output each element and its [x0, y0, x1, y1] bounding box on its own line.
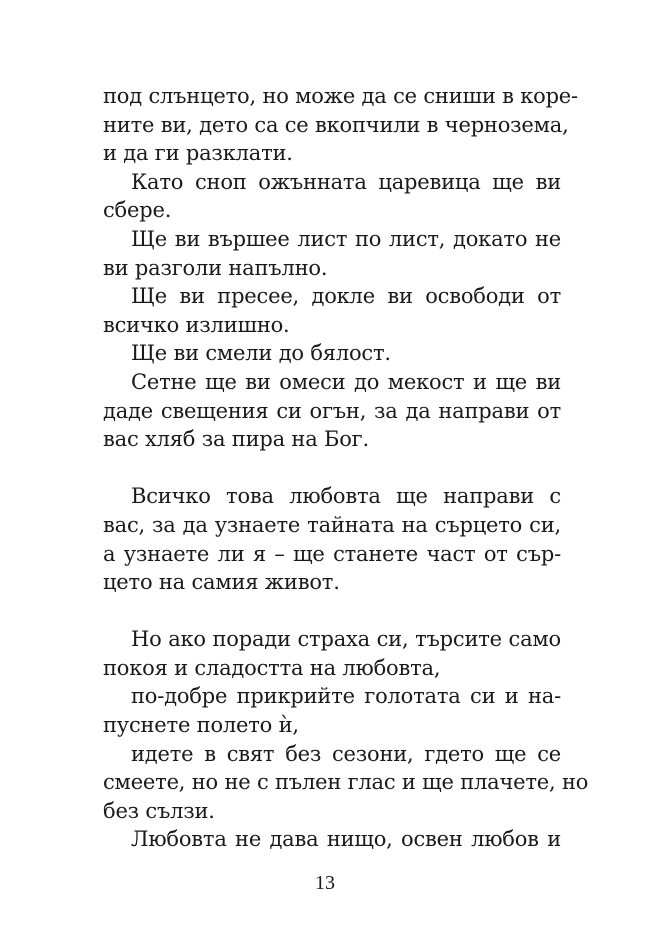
text-line: Любовта не дава нищо, освен любов и: [131, 827, 561, 852]
text-line: ните ви, дето са се вкопчили в чернозема,: [103, 112, 569, 137]
text-line: Като сноп ожънната царевица ще ви: [131, 169, 561, 194]
text-line: по-добре прикрийте голотата си и на-: [131, 684, 561, 709]
paragraph: [103, 339, 561, 368]
text-line: пуснете полето ѝ,: [103, 713, 299, 738]
text-line: Ще ви смели до бялост.: [131, 341, 391, 366]
paragraph: [103, 825, 561, 854]
paragraph: [103, 682, 561, 739]
paragraph: [103, 168, 561, 225]
text-line: без сълзи.: [103, 798, 215, 823]
paragraph: [103, 82, 578, 168]
paragraph-gap: [103, 597, 561, 626]
text-line: смеете, но не с пълен глас и ще плачете, но: [103, 770, 589, 795]
text-line: покоя и сладостта на любовта,: [103, 655, 441, 680]
text-line: Ще ви вършее лист по лист, докато не: [131, 226, 561, 251]
page-body-text: [103, 82, 589, 854]
text-line: цето на самия живот.: [103, 570, 340, 595]
text-line: даде свещения си огън, за да направи от: [103, 398, 561, 423]
text-line: под слънцето, но може да се сниши в коре-: [103, 84, 578, 108]
text-line: идете в свят без сезони, гдето ще се: [131, 741, 561, 766]
page-number: 13: [315, 872, 335, 894]
text-line: и да ги разклати.: [103, 141, 293, 166]
text-line: ви разголи напълно.: [103, 255, 328, 280]
paragraph: [103, 282, 561, 339]
text-line: всичко излишно.: [103, 312, 290, 337]
text-line: Ще ви пресее, докле ви освободи от: [131, 284, 561, 309]
text-line: сбере.: [103, 198, 172, 223]
paragraph: [103, 740, 589, 826]
paragraph: [103, 482, 561, 596]
paragraph-gap: [103, 454, 561, 483]
text-line: вас, за да узнаете тайната на сърцето си,: [103, 512, 561, 537]
text-line: Сетне ще ви омеси до мекост и ще ви: [131, 369, 561, 394]
paragraph: [103, 625, 561, 682]
paragraph: [103, 368, 561, 454]
text-line: Но ако поради страха си, търсите само: [131, 627, 561, 652]
text-line: вас хляб за пира на Бог.: [103, 427, 369, 452]
text-line: Всичко това любовта ще направи с: [131, 484, 561, 509]
text-line: а узнаете ли я – ще станете част от сър-: [103, 541, 561, 566]
paragraph: [103, 225, 561, 282]
